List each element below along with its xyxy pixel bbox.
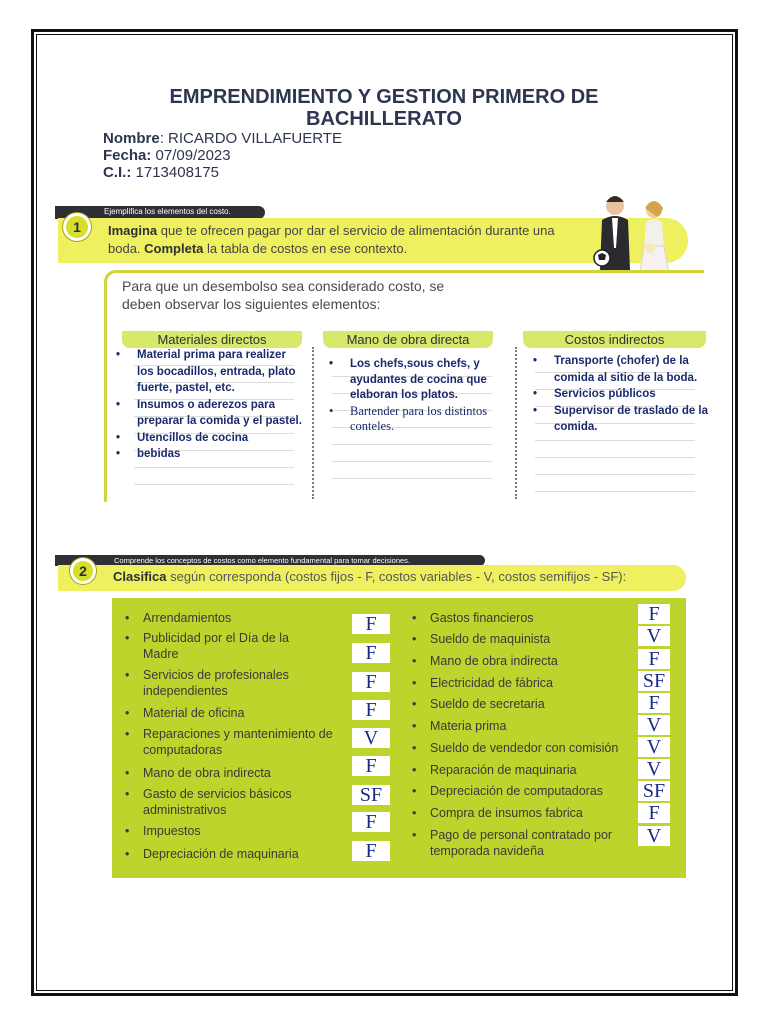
fecha-label: Fecha: <box>103 147 152 164</box>
answer-box[interactable]: F <box>638 693 670 713</box>
nombre-value: : RICARDO VILLAFUERTE <box>159 130 342 147</box>
answer-box[interactable]: SF <box>638 781 670 801</box>
classify-item: • Sueldo de maquinista <box>412 632 551 646</box>
mano-obra-directa-list <box>326 357 506 435</box>
classify-item: • Publicidad por el Día de la Madre <box>125 631 289 661</box>
section2-number-badge: 2 <box>70 558 96 584</box>
answer-box[interactable]: F <box>352 700 390 720</box>
ruled-line <box>332 478 492 479</box>
section1-number-badge: 1 <box>63 213 91 241</box>
classify-item: • Impuestos <box>125 824 201 838</box>
list-item: • Insumos o aderezos para preparar la comida y el pastel. <box>113 397 303 430</box>
fecha-line <box>103 147 231 164</box>
classify-item: • Servicios de profesionales independientes <box>125 668 289 698</box>
answer-box[interactable]: V <box>638 737 670 757</box>
section1-prompt-bold-2: Completa <box>144 241 204 256</box>
list-item: • Utencillos de cocina <box>113 430 303 447</box>
nombre-line <box>103 130 342 147</box>
column-divider <box>312 347 314 499</box>
column-heading-mano-obra: Mano de obra directa <box>323 331 493 348</box>
classify-item: • Gastos financieros <box>412 611 534 625</box>
answer-box[interactable]: V <box>638 826 670 846</box>
list-item: • Bartender para los distintos conteles. <box>326 404 506 435</box>
section1-prompt-text-1: que te ofrecen pagar por dar el servicio de alimentación durante una boda. <box>108 223 555 256</box>
classify-item: • Pago de personal contratado por temporada navideña <box>412 828 613 858</box>
answer-box[interactable]: F <box>638 649 670 669</box>
section1-prompt-bold-1: Imagina <box>108 223 158 238</box>
section1-prompt-text-2: la tabla de costos en ese contexto. <box>203 241 408 256</box>
classify-item: • Sueldo de secretaria <box>412 697 545 711</box>
section2-prompt-text: según corresponda (costos fijos - F, costos variables - V, costos semifijos - SF): <box>166 569 627 584</box>
column-divider <box>515 347 517 499</box>
answer-box[interactable]: V <box>638 759 670 779</box>
answer-box[interactable]: V <box>638 626 670 646</box>
answer-box[interactable]: F <box>638 604 670 624</box>
fecha-value: 07/09/2023 <box>151 147 231 164</box>
list-item: • Transporte (chofer) de la comida al sitio de la boda. <box>530 353 714 386</box>
answer-box[interactable]: V <box>638 715 670 735</box>
classify-item: • Compra de insumos fabrica <box>412 806 583 820</box>
list-item: • Supervisor de traslado de la comida. <box>530 403 714 436</box>
column-heading-materiales: Materiales directos <box>122 331 302 348</box>
classify-item: • Reparaciones y mantenimiento de computadoras <box>125 727 333 757</box>
column-heading-costos-indirectos: Costos indirectos <box>523 331 706 348</box>
ruled-line <box>535 440 695 441</box>
answer-box[interactable]: SF <box>638 671 670 691</box>
document-title: EMPRENDIMIENTO Y GESTION PRIMERO DE BACHILLERATO <box>169 86 599 130</box>
ci-value: 1713408175 <box>131 164 219 181</box>
classify-item: • Reparación de maquinaria <box>412 763 577 777</box>
ruled-line <box>134 467 294 468</box>
classify-item: • Mano de obra indirecta <box>125 766 271 780</box>
list-item: • Servicios públicos <box>530 386 714 403</box>
answer-box[interactable]: F <box>352 614 390 634</box>
section2-prompt-bold: Clasifica <box>113 569 167 584</box>
section1-prompt <box>108 222 578 258</box>
ruled-line <box>535 491 695 492</box>
answer-box[interactable]: F <box>352 812 390 832</box>
list-item: • bebidas <box>113 446 303 463</box>
answer-box[interactable]: F <box>352 841 390 861</box>
answer-box[interactable]: SF <box>352 785 390 805</box>
answer-box[interactable]: F <box>352 756 390 776</box>
ruled-line <box>535 457 695 458</box>
classify-item: • Sueldo de vendedor con comisión <box>412 741 619 755</box>
classify-item: • Material de oficina <box>125 706 245 720</box>
classify-item: • Gasto de servicios básicos administrativos <box>125 787 292 817</box>
list-item: • Los chefs,sous chefs, y ayudantes de cocina que elaboran los platos. <box>326 357 506 404</box>
ci-label: C.I.: <box>103 164 132 181</box>
classify-item: • Depreciación de maquinaria <box>125 847 299 861</box>
classify-item: • Electricidad de fábrica <box>412 676 553 690</box>
ruled-line <box>134 484 294 485</box>
answer-box[interactable]: V <box>352 728 390 748</box>
materiales-directos-list <box>113 347 303 463</box>
section1-header: Ejemplifica los elementos del costo. <box>104 207 231 216</box>
answer-box[interactable]: F <box>638 803 670 823</box>
cost-elements-intro: Para que un desembolso sea considerado costo, se deben observar los siguientes elementos: <box>122 278 445 312</box>
ruled-line <box>535 474 695 475</box>
classify-item: • Depreciación de computadoras <box>412 784 604 798</box>
nombre-label: Nombre <box>103 130 160 147</box>
answer-box[interactable]: F <box>352 643 390 663</box>
ruled-line <box>332 461 492 462</box>
section2-header: Comprende los conceptos de costos como elemento fundamental para tomar decisiones. <box>114 556 410 565</box>
classify-item: • Materia prima <box>412 719 507 733</box>
ruled-line <box>332 444 492 445</box>
classify-item: • Mano de obra indirecta <box>412 654 558 668</box>
answer-box[interactable]: F <box>352 672 390 692</box>
classify-item: • Arrendamientos <box>125 611 232 625</box>
section2-prompt <box>113 569 626 584</box>
ci-line <box>103 164 219 181</box>
list-item: • Material prima para realizer los bocadillos, entrada, plato fuerte, pastel, etc. <box>113 347 303 397</box>
costos-indirectos-list <box>530 353 714 436</box>
